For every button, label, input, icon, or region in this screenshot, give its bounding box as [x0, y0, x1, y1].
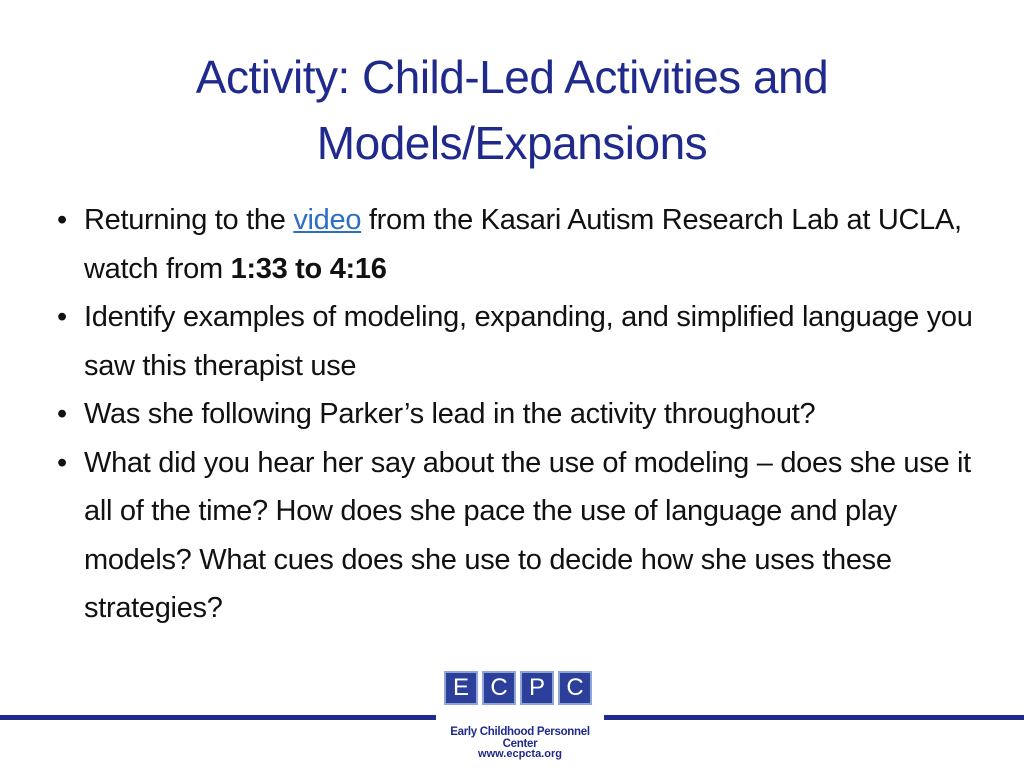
bullet-dot: •: [57, 301, 67, 333]
logo-url: www.ecpcta.org: [478, 748, 562, 760]
bullet-1-timestamp: 1:33 to 4:16: [230, 252, 387, 285]
logo-org-name: Early Childhood Personnel Center: [450, 726, 590, 750]
ecpc-logo: [436, 668, 604, 768]
bullet-3-text: Was she following Parker’s lead in the activity throughout?: [84, 398, 816, 430]
bullet-dot: •: [57, 446, 67, 479]
bullet-dot: •: [57, 204, 67, 236]
bullet-2-text: Identify examples of modeling, expanding, and simplified language you saw this therapist use: [84, 301, 973, 382]
video-link[interactable]: video: [293, 204, 362, 236]
bullet-list: [57, 196, 987, 633]
bullet-dot: •: [57, 398, 67, 430]
slide-title-line-1: Activity: Child-Led Activities and: [195, 51, 829, 103]
slide-title: [60, 44, 964, 176]
bullet-item-4: [57, 439, 987, 633]
bullet-item-1: [57, 196, 987, 293]
footer-divider-left: [0, 715, 436, 720]
footer-divider-right: [604, 715, 1024, 720]
bullet-item-2: [57, 293, 987, 390]
bullet-1-text-start: Returning to the: [84, 204, 294, 236]
slide-title-line-2: Models/Expansions: [316, 117, 708, 169]
bullet-item-3: [57, 390, 987, 439]
bullet-1-text-middle: from the Kasari Autism Research Lab at UCLA, watch from: [84, 204, 962, 285]
logo-letter-c-2: C: [558, 671, 592, 705]
logo-letter-row: [444, 671, 592, 705]
bullet-4-text: What did you hear her say about the use of modeling – does she use it all of the time? How does she pace the use of language and play models? What cues does she use to decide how she uses these strategies?: [84, 446, 971, 624]
logo-letter-c: C: [482, 671, 516, 705]
logo-letter-p: P: [520, 671, 554, 705]
logo-letter-e: E: [444, 671, 478, 705]
